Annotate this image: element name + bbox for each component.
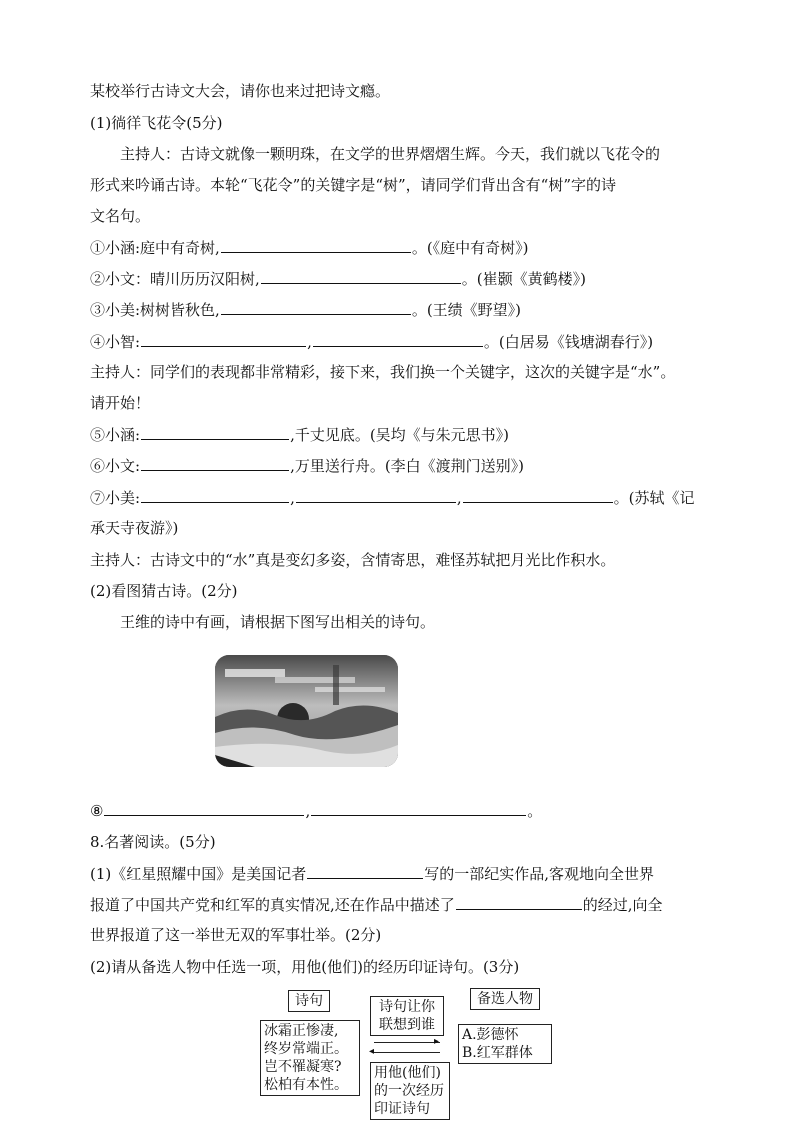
- host-paragraph-1a: 主持人：古诗文就像一颗明珠，在文学的世界熠熠生辉。今天，我们就以飞花令的: [120, 145, 661, 163]
- item-1-suffix: 。(《庭中有奇树》): [411, 239, 529, 257]
- item-5-prefix: ⑤小涵:: [90, 426, 141, 444]
- item-8-mid: ,: [305, 802, 311, 820]
- item-3-suffix: 。(王绩《野望》): [411, 301, 522, 319]
- item-7-sep2: ,: [456, 489, 462, 507]
- item-7-suffix: 。(苏轼《记: [613, 489, 695, 507]
- q8-part1-line3: 世界报道了这一举世无双的军事壮举。(2分): [90, 926, 382, 944]
- item-2-prefix: ②小文：晴川历历汉阳树,: [90, 270, 260, 288]
- right-arrow-line: [374, 1042, 440, 1043]
- poem-box: [260, 1020, 360, 1096]
- item-5-suffix: ,千丈见底。(吴均《与朱元思书》): [290, 426, 510, 444]
- poem-line-3: 岂不罹凝寒?: [264, 1059, 342, 1075]
- poem-label-box: 诗句: [288, 990, 330, 1012]
- q8-part1-b: 写的一部纪实作品,客观地向全世界: [424, 865, 655, 883]
- q8-part1-line2: [90, 893, 663, 916]
- answer-blank-5[interactable]: [141, 423, 289, 440]
- landscape-sunset-image: [215, 655, 398, 767]
- item-6-suffix: ,万里送行舟。(李白《渡荆门送别》): [290, 457, 525, 475]
- item-2: [90, 267, 586, 290]
- q2-prompt: 王维的诗中有画，请根据下图写出相关的诗句。: [120, 613, 436, 631]
- person-option-a: A.彭德怀: [462, 1027, 519, 1043]
- answer-blank-6[interactable]: [141, 454, 289, 471]
- item-4: [90, 330, 653, 353]
- item-8: [90, 799, 542, 822]
- answer-blank-2[interactable]: [261, 267, 461, 284]
- item-2-suffix: 。(崔颢《黄鹤楼》): [461, 270, 586, 288]
- answer-blank-7a[interactable]: [141, 486, 289, 503]
- answer-blank-7b[interactable]: [296, 486, 456, 503]
- answer-blank-4a[interactable]: [141, 330, 306, 347]
- evidence-line-3: 印证诗句: [374, 1101, 430, 1117]
- association-line-1: 诗句让你: [379, 999, 435, 1015]
- people-box: [458, 1024, 552, 1064]
- q8-part1-d: 的经过,向全: [582, 896, 663, 914]
- q8-part1-c: 报道了中国共产党和红军的真实情况,还在作品中描述了: [90, 896, 455, 914]
- poem-picture: [215, 655, 398, 767]
- intro-line: 某校举行古诗文大会，请你也来过把诗文瘾。: [90, 82, 391, 100]
- answer-blank-4b[interactable]: [313, 330, 483, 347]
- answer-blank-event[interactable]: [456, 893, 582, 910]
- poem-line-2: 终岁常端正。: [264, 1041, 348, 1057]
- poem-line-4: 松柏有本性。: [264, 1077, 348, 1093]
- answer-blank-8b[interactable]: [311, 799, 526, 816]
- item-8-suffix: 。: [527, 802, 543, 820]
- item-4-mid: ,: [307, 333, 312, 351]
- flow-diagram: [258, 986, 558, 1118]
- host-paragraph-2b: 请开始！: [90, 394, 151, 412]
- item-1-prefix: ①小涵:庭中有奇树,: [90, 239, 220, 257]
- item-4-prefix: ④小智:: [90, 333, 141, 351]
- item-7-continuation: 承天寺夜游》): [90, 519, 179, 537]
- q1-title: (1)徜徉飞花令(5分): [90, 114, 223, 132]
- item-3-prefix: ③小美:树树皆秋色,: [90, 301, 220, 319]
- host-paragraph-1c: 文名句。: [90, 207, 151, 225]
- q2-title: (2)看图猜古诗。(2分): [90, 582, 238, 600]
- right-arrow-head: ▸: [434, 1036, 440, 1047]
- q8-part1-line1: [90, 862, 654, 885]
- item-1: [90, 236, 529, 259]
- evidence-line-2: 的一次经历: [374, 1083, 444, 1099]
- q8-part1-a: (1)《红星照耀中国》是美国记者: [90, 865, 307, 883]
- q8-title: 8.名著阅读。(5分): [90, 833, 216, 851]
- poem-line-1: 冰霜正惨凄,: [264, 1023, 339, 1039]
- association-line-2: 联想到谁: [379, 1017, 435, 1033]
- answer-blank-1[interactable]: [221, 236, 411, 253]
- answer-blank-8a[interactable]: [104, 799, 304, 816]
- item-5: [90, 423, 509, 446]
- item-8-prefix: ⑧: [90, 802, 104, 820]
- item-6: [90, 454, 524, 477]
- item-7-prefix: ⑦小美:: [90, 489, 141, 507]
- item-3: [90, 298, 521, 321]
- host-paragraph-3: 主持人：古诗文中的“水”真是变幻多姿，含情寄思，难怪苏轼把月光比作积水。: [90, 551, 616, 569]
- association-box: [370, 996, 444, 1036]
- answer-blank-7c[interactable]: [463, 486, 613, 503]
- people-label-box: 备选人物: [470, 988, 540, 1010]
- person-option-b: B.红军群体: [462, 1045, 533, 1061]
- left-arrow-line: [374, 1052, 440, 1053]
- q8-part2: (2)请从备选人物中任选一项，用他(他们)的经历印证诗句。(3分): [90, 958, 520, 976]
- item-4-suffix: 。(白居易《钱塘湖春行》): [483, 333, 654, 351]
- item-7: [90, 486, 694, 509]
- host-paragraph-2a: 主持人：同学们的表现都非常精彩，接下来，我们换一个关键字，这次的关键字是“水”。: [90, 363, 676, 381]
- evidence-box: [370, 1062, 450, 1120]
- evidence-line-1: 用他(他们): [374, 1065, 441, 1081]
- item-6-prefix: ⑥小文:: [90, 457, 141, 475]
- left-arrow-head: ◂: [369, 1046, 375, 1057]
- host-paragraph-1b: 形式来吟诵古诗。本轮“飞花令”的关键字是“树”，请同学们背出含有“树”字的诗: [90, 176, 617, 194]
- item-7-sep1: ,: [290, 489, 295, 507]
- answer-blank-3[interactable]: [221, 298, 411, 315]
- answer-blank-reporter[interactable]: [307, 862, 423, 879]
